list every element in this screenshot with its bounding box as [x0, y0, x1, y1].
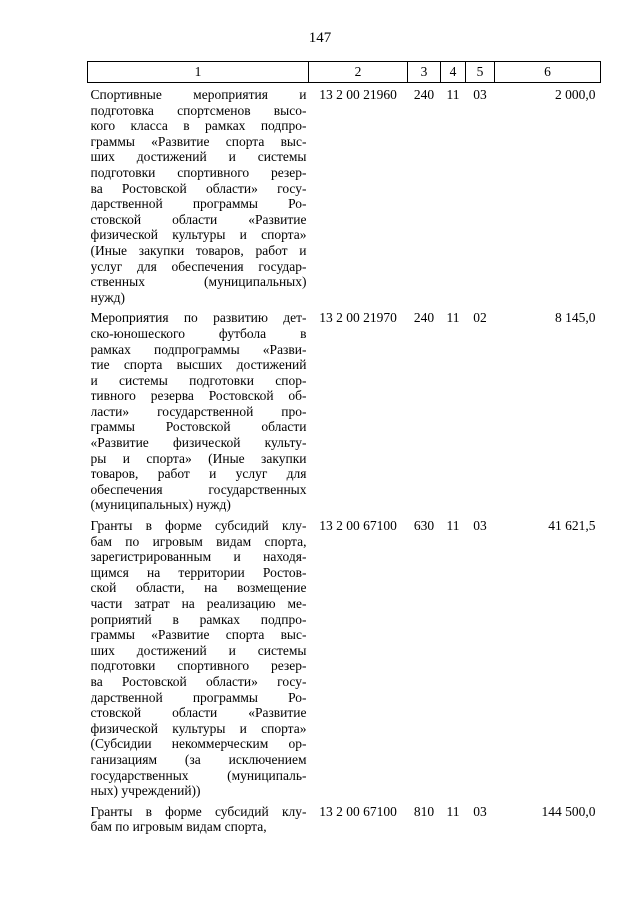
description-line: зарегистрированным и находя- [90, 549, 307, 565]
description-line: граммы «Развитие спорта выс- [90, 627, 307, 643]
description-line: бам по игровым видам спорта, [90, 819, 267, 835]
description-line: (Иные закупки товаров, работ и [90, 242, 307, 258]
page-number: 147 [308, 30, 332, 46]
description-line: ших достижений и системы [90, 149, 307, 165]
description-line: Гранты в форме субсидий клу- [90, 803, 307, 819]
description-line: дарственной программы Ро- [90, 689, 307, 705]
description-line: Спортивные мероприятия и [90, 87, 307, 102]
section-code: 11 [446, 518, 460, 534]
description-line: «Развитие физической культу- [90, 435, 307, 451]
amount-value: 2 000,0 [555, 87, 596, 102]
header-col-3: 3 [408, 62, 441, 83]
expense-type-code: 240 [413, 87, 435, 102]
header-col-6: 6 [495, 62, 601, 83]
table-row [88, 305, 601, 513]
description-line: услуг для обеспечения государ- [90, 258, 307, 274]
section-code: 11 [446, 803, 460, 819]
expense-type-code: 630 [413, 518, 435, 534]
expense-type-code: 240 [413, 310, 435, 326]
description-line: граммы Ростовской области [90, 419, 307, 435]
budget-table [87, 61, 601, 835]
description-line: Мероприятия по развитию дет- [90, 310, 307, 326]
description-line: стовской области «Развитие [90, 705, 307, 721]
amount-value: 41 621,5 [548, 518, 596, 534]
section-code: 11 [446, 310, 460, 326]
table-body [88, 83, 601, 835]
description-line: дарственной программы Ро- [90, 196, 307, 212]
description-line: части затрат на реализацию ме- [90, 596, 307, 611]
expense-type-code: 810 [413, 803, 435, 819]
description-line: товаров, работ и услуг для [90, 466, 307, 482]
subsection-code: 03 [473, 87, 487, 102]
description-line: рамках подпрограммы «Разви- [90, 341, 307, 357]
description-line: подготовки спортивного резер- [90, 164, 307, 180]
target-article-code: 13 2 00 67100 [319, 803, 397, 819]
description-line: граммы «Развитие спорта выс- [90, 133, 307, 149]
description-line: нужд) [90, 289, 125, 305]
subsection-code: 02 [473, 310, 487, 326]
row-description [88, 513, 309, 799]
description-line: (Субсидии некоммерческим ор- [90, 736, 307, 752]
description-line: Гранты в форме субсидий клу- [90, 518, 307, 534]
description-line: подготовки спортивного резер- [90, 658, 307, 674]
description-line: ственных (муниципальных) [90, 274, 307, 290]
section-code: 11 [446, 87, 460, 102]
description-line: и системы подготовки спор- [90, 372, 307, 388]
row-description [88, 83, 309, 306]
description-line: бам по игровым видам спорта, [90, 533, 307, 549]
row-description [88, 799, 309, 835]
target-article-code: 13 2 00 67100 [319, 518, 397, 534]
target-article-code: 13 2 00 21970 [319, 310, 397, 326]
description-line: ской области, на возмещение [90, 580, 307, 596]
description-line: ласти» государственной про- [90, 403, 307, 419]
description-line: роприятий в рамках подпро- [90, 611, 307, 627]
description-line: ганизациям (за исключением [90, 751, 307, 767]
description-line: ско-юношеского футбола в [90, 325, 307, 341]
description-line: (муниципальных) нужд) [90, 497, 231, 513]
description-line: тие спорта высших достижений [90, 357, 307, 373]
description-line: кого класса в рамках подпро- [90, 118, 307, 134]
target-article-code: 13 2 00 21960 [319, 87, 397, 102]
description-line: физической культуры и спорта» [90, 227, 307, 243]
description-line: ва Ростовской области» госу- [90, 180, 307, 196]
description-line: ва Ростовской области» госу- [90, 673, 307, 689]
table-row [88, 799, 601, 835]
description-line: физической культуры и спорта» [90, 720, 307, 736]
amount-value: 144 500,0 [541, 803, 596, 819]
row-description [88, 305, 309, 513]
header-col-4: 4 [441, 62, 466, 83]
description-line: ры и спорта» (Иные закупки [90, 450, 307, 466]
description-line: стовской области «Развитие [90, 211, 307, 227]
table-row [88, 513, 601, 799]
subsection-code: 03 [473, 518, 487, 534]
description-line: щимся на территории Ростов- [90, 564, 307, 580]
description-line: ных) учреждений)) [90, 783, 201, 799]
description-line: государственных (муниципаль- [90, 767, 307, 783]
description-line: ших достижений и системы [90, 642, 307, 658]
description-line: тивного резерва Ростовской об- [90, 388, 307, 404]
header-col-1: 1 [88, 62, 309, 83]
description-line: подготовка спортсменов высо- [90, 102, 307, 118]
header-col-2: 2 [309, 62, 408, 83]
table-row [88, 83, 601, 306]
description-line: обеспечения государственных [90, 481, 307, 497]
subsection-code: 03 [473, 803, 487, 819]
header-col-5: 5 [466, 62, 495, 83]
amount-value: 8 145,0 [555, 310, 596, 326]
table-header-row [88, 62, 601, 83]
